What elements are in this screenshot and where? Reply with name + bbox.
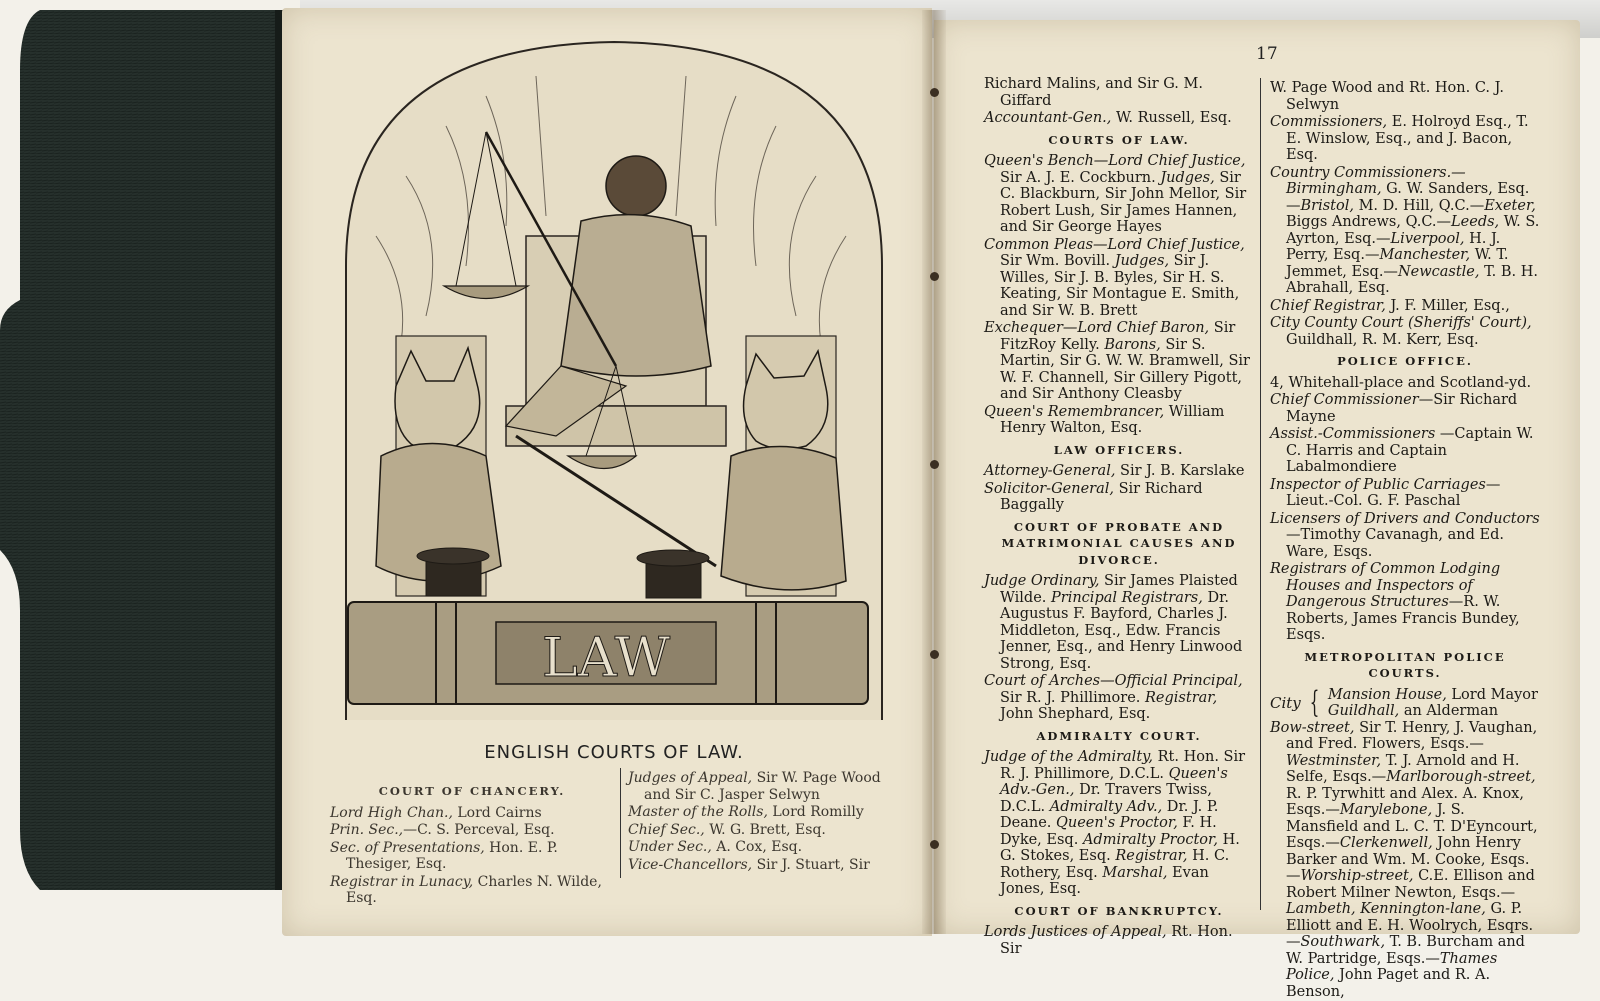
- entry: Country Commissioners.—Birmingham, G. W. Sanders, Esq.—Bristol, M. D. Hill, Q.C.—Exeter, Biggs Andrews, Q.C.—Leeds, W. S. Ayrton, Esq.—Liverpool, H. J. Perry, Esq.—Manchester, W. T. Jemmet, Esq.—Newcastle, T. B. H. Abrahall, Esq.: [1270, 164, 1540, 296]
- left-column-1: [330, 778, 614, 908]
- entry: Assist.-Commissioners —Captain W. C. Harris and Captain Labalmondiere: [1270, 426, 1534, 475]
- section-heading: ADMIRALTY COURT.: [1036, 728, 1202, 743]
- monkey-head: [606, 156, 666, 216]
- binding-hole: [930, 840, 939, 849]
- column-divider: [620, 768, 621, 878]
- entry: Licensers of Drivers and Conductors—Timothy Cavanagh, and Ed. Ware, Esqs.: [1270, 510, 1540, 560]
- entry: Registrar in Lunacy, Charles N. Wilde, Esq.: [330, 873, 602, 906]
- entry: Judges of Appeal, Sir W. Page Wood and Sir C. Jasper Selwyn: [628, 770, 881, 803]
- law-illustration: [336, 36, 892, 720]
- binding-hole: [930, 88, 939, 97]
- entry: Judge Ordinary, Sir James Plaisted Wilde. Principal Registrars, Dr. Augustus F. Bayford, Charles J. Middleton, Esq., Edw. Francis Jenner, Esq., and Henry Linwood Strong, Esq.: [984, 573, 1243, 672]
- entry: Court of Arches—Official Principal, Sir R. J. Phillimore. Registrar, John Shephard, Esq.: [984, 673, 1243, 722]
- section-heading: LAW OFFICERS.: [1053, 442, 1185, 457]
- entry: City County Court (Sheriffs' Court), Guildhall, R. M. Kerr, Esq.: [1270, 315, 1532, 348]
- entry: Common Pleas—Lord Chief Justice, Sir Wm. Bovill. Judges, Sir J. Willes, Sir J. B. Byles, Sir H. S. Keating, Sir Montague E. Smith, and Sir W. B. Brett: [984, 236, 1245, 319]
- entry: Vice-Chancellors, Sir J. Stuart, Sir: [628, 856, 870, 873]
- section-heading: COURT OF BANKRUPTCY.: [1014, 903, 1224, 918]
- section-heading: COURT OF CHANCERY.: [378, 784, 566, 798]
- entry: Queen's Remembrancer, William Henry Walton, Esq.: [984, 403, 1225, 436]
- entry: Inspector of Public Carriages—Lieut.-Col. G. F. Paschal: [1270, 476, 1501, 509]
- page-number: 17: [1256, 44, 1278, 64]
- entry: Queen's Bench—Lord Chief Justice, Sir A. J. E. Cockburn. Judges, Sir C. Blackburn, Sir John Mellor, Sir Robert Lush, Sir James Hannen, and Sir George Hayes: [984, 153, 1247, 235]
- entry: Chief Sec., W. G. Brett, Esq.: [628, 821, 826, 838]
- right-column-1: [984, 76, 1254, 958]
- entry: Judge of the Admiralty, Rt. Hon. Sir R. J. Phillimore, D.C.L. Queen's Adv.-Gen., Dr. Travers Twiss, D.C.L. Admiralty Adv., Dr. J. P. Deane. Queen's Proctor, F. H. Dyke, Esq. Admiralty Proctor, H. G. Stokes, Esq. Registrar, H. C. Rothery, Esq. Marshal, Evan Jones, Esq.: [984, 749, 1246, 897]
- entry: Solicitor-General, Sir Richard Baggally: [984, 480, 1203, 513]
- section-heading: POLICE OFFICE.: [1337, 354, 1473, 368]
- city-label: City: [1270, 693, 1301, 712]
- illustration-caption: ENGLISH COURTS OF LAW.: [484, 742, 744, 763]
- entry: Registrars of Common Lodging Houses and Inspectors of Dangerous Structures—R. W. Roberts, James Francis Bundey, Esqs.: [1270, 561, 1520, 643]
- entry: Accountant-Gen., W. Russell, Esq.: [984, 110, 1232, 126]
- entry: 4, Whitehall-place and Scotland-yd.: [1270, 374, 1532, 391]
- entry: Chief Registrar, J. F. Miller, Esq.,: [1270, 297, 1510, 314]
- entry: Commissioners, E. Holroyd Esq., T. E. Winslow, Esq., and J. Bacon, Esq.: [1270, 114, 1529, 163]
- entry: Lord High Chan., Lord Cairns: [330, 804, 542, 821]
- binding-hole: [930, 460, 939, 469]
- entry: Under Sec., A. Cox, Esq.: [628, 839, 803, 855]
- entry: Attorney-General, Sir J. B. Karslake: [984, 463, 1245, 479]
- section-heading: METROPOLITAN POLICE COURTS.: [1304, 649, 1506, 680]
- section-heading: COURT OF PROBATE AND MATRIMONIAL CAUSES AND DIVORCE.: [1001, 519, 1237, 567]
- section-heading: COURTS OF LAW.: [1048, 132, 1190, 147]
- brace-glyph: {: [1309, 685, 1320, 720]
- city-entry: City { Mansion House, Lord Mayor Guildhall, an Alderman: [1270, 685, 1538, 720]
- entry: Prin. Sec.,—C. S. Perceval, Esq.: [330, 822, 555, 838]
- left-column-2: [628, 770, 890, 874]
- entry: W. Page Wood and Rt. Hon. C. J. Selwyn: [1270, 80, 1504, 113]
- entry: Chief Commissioner—Sir Richard Mayne: [1270, 392, 1518, 425]
- binding-hole: [930, 650, 939, 659]
- leather-cover: [0, 10, 300, 890]
- law-book-label: LAW: [541, 626, 671, 689]
- entry: Richard Malins, and Sir G. M. Giffard: [984, 76, 1203, 109]
- binding-hole: [930, 272, 939, 281]
- gutter: [922, 10, 946, 934]
- right-column-2: [1270, 80, 1540, 1001]
- column-divider: [1260, 78, 1261, 910]
- entry: Master of the Rolls, Lord Romilly: [628, 804, 864, 820]
- entry: Lords Justices of Appeal, Rt. Hon. Sir: [984, 924, 1233, 957]
- entry: Bow-street, Sir T. Henry, J. Vaughan, and Fred. Flowers, Esqs.—Westminster, T. J. Arnold and H. Selfe, Esqs.—Marlborough-street, R. P. Tyrwhitt and Alex. A. Knox, Esqs.—Marylebone, J. S. Mansfield and L. C. T. D'Eyncourt, Esqs.—Clerkenwell, John Henry Barker and Wm. M. Cooke, Esqs.—Worship-street, C.E. Ellison and Robert Milner Newton, Esqs.—Lambeth, Kennington-lane, G. P. Elliott and E. H. Woolrych, Esqrs.—Southwark, T. B. Burcham and W. Partridge, Esqs.—Thames Police, John Paget and R. A. Benson,: [1270, 719, 1538, 1000]
- entry: Exchequer—Lord Chief Baron, Sir FitzRoy Kelly. Barons, Sir S. Martin, Sir G. W. W. Bramwell, Sir W. F. Channell, Sir Gillery Pigott, and Sir Anthony Cleasby: [984, 320, 1250, 402]
- entry: Sec. of Presentations, Hon. E. P. Thesiger, Esq.: [330, 839, 558, 872]
